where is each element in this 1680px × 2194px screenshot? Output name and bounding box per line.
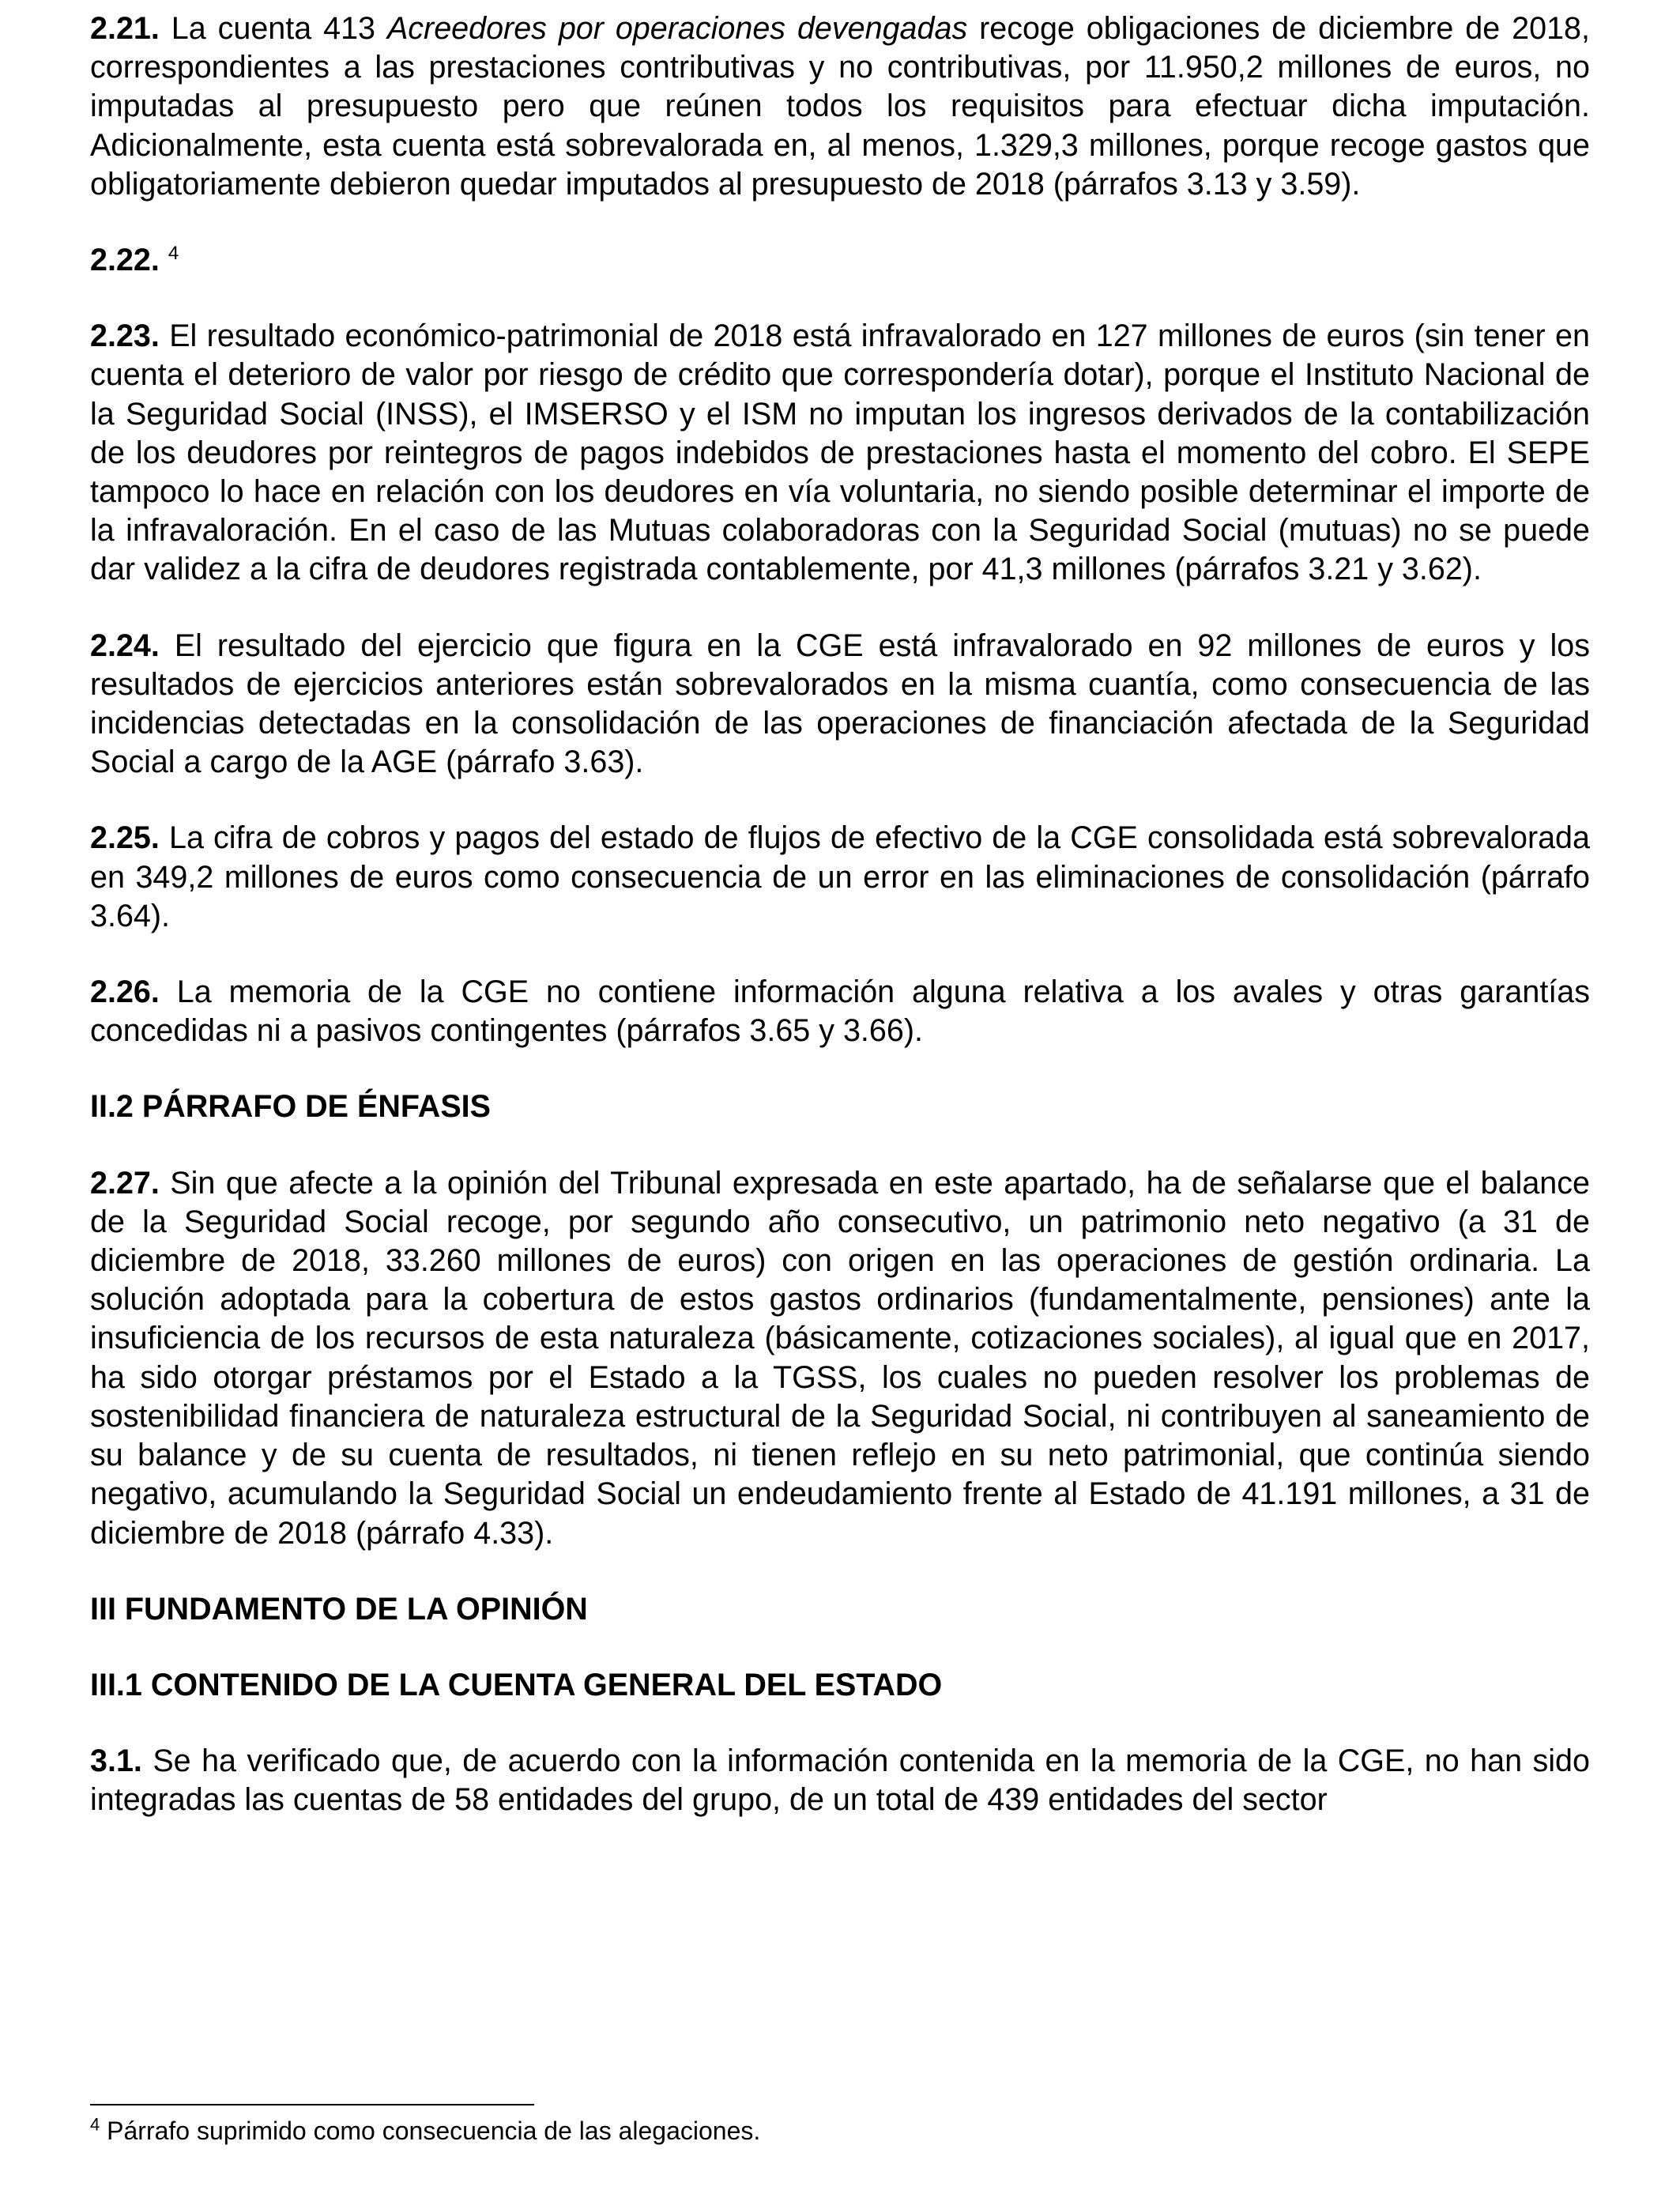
footnote-text: Párrafo suprimido como consecuencia de las alegaciones. [100, 2117, 761, 2145]
footnote-separator [90, 2104, 534, 2105]
paragraph-text: recoge obligaciones de diciembre de 2018, correspondientes a las prestaciones contributivas y no contributivas, por 11.950,2 millones de euros, no imputadas al presupuesto pero que reúnen todos los requisitos para efectuar dicha imputación. Adicionalmente, esta cuenta está sobrevalorada en, al menos, 1.329,3 millones, porque recoge gastos que obligatoriamente debieron quedar imputados al presupuesto de 2018 (párrafos 3.13 y 3.59). [90, 11, 1590, 202]
document-page [90, 9, 1590, 1857]
paragraph-text: La memoria de la CGE no contiene información alguna relativa a los avales y otras garantías concedidas ni a pasivos contingentes (párrafos 3.65 y 3.66). [90, 974, 1590, 1049]
paragraph-text: La cifra de cobros y pagos del estado de flujos de efectivo de la CGE consolidada está sobrevalorada en 349,2 millones de euros como consecuencia de un error en las eliminaciones de consolidación (párrafo 3.64). [90, 820, 1590, 933]
paragraph-text: Sin que afecte a la opinión del Tribunal expresada en este apartado, ha de señalarse que el balance de la Seguridad Social recoge, por segundo año consecutivo, un patrimonio neto negativo (a 31 de diciembre de 2018, 33.260 millones de euros) con origen en las operaciones de gestión ordinaria. La solución adoptada para la cobertura de estos gastos ordinarios (fundamentalmente, pensiones) ante la insuficiencia de los recursos de esta naturaleza (básicamente, cotizaciones sociales), al igual que en 2017, ha sido otorgar préstamos por el Estado a la TGSS, los cuales no pueden resolver los problemas de sostenibilidad financiera de naturaleza estructural de la Seguridad Social, ni contribuyen al saneamiento de su balance y de su cuenta de resultados, ni tienen reflejo en su neto patrimonial, que continúa siendo negativo, acumulando la Seguridad Social un endeudamiento frente al Estado de 41.191 millones, a 31 de diciembre de 2018 (párrafo 4.33). [90, 1165, 1590, 1551]
account-name: Acreedores por operaciones devengadas [386, 11, 968, 46]
paragraph-number: 2.23. [90, 319, 160, 354]
paragraph-2-25 [90, 819, 1590, 936]
paragraph-number: 2.27. [90, 1165, 160, 1201]
section-heading-contenido: III.1 CONTENIDO DE LA CUENTA GENERAL DEL ESTADO [90, 1667, 943, 1702]
paragraph-text: El resultado económico-patrimonial de 2018 está infravalorado en 127 millones de euros (sin tener en cuenta el deterioro de valor por riesgo de crédito que correspondería dotar), porque el Instituto Nacional de la Seguridad Social (INSS), el IMSERSO y el ISM no imputan los ingresos derivados de la contabilización de los deudores por reintegros de pagos indebidos de prestaciones hasta el momento del cobro. El SEPE tampoco lo hace en relación con los deudores en vía voluntaria, no siendo posible determinar el importe de la infravaloración. En el caso de las Mutuas colaboradoras con la Seguridad Social (mutuas) no se puede dar validez a la cifra de deudores registrada contablemente, por 41,3 millones (párrafos 3.21 y 3.62). [90, 319, 1590, 587]
paragraph-number: 3.1. [90, 1744, 142, 1779]
footnote-mark: 4 [90, 2114, 100, 2135]
paragraph-text: El resultado del ejercicio que figura en la CGE está infravalorado en 92 millones de euros y los resultados de ejercicios anteriores están sobrevalorados en la misma cuantía, como consecuencia de las incidencias detectadas en la consolidación de las operaciones de financiación afectada de la Seguridad Social a cargo de la AGE (párrafo 3.63). [90, 628, 1590, 780]
paragraph-number: 2.26. [90, 974, 160, 1010]
paragraph-number: 2.21. [90, 11, 160, 46]
paragraph-3-1 [90, 1742, 1590, 1819]
footnote-area [90, 2104, 1590, 2148]
paragraph-2-24 [90, 627, 1590, 782]
section-heading-fundamento: III FUNDAMENTO DE LA OPINIÓN [90, 1591, 588, 1627]
paragraph-number: 2.22. [90, 243, 160, 278]
paragraph-number: 2.25. [90, 820, 160, 856]
section-heading-enfasis: II.2 PÁRRAFO DE ÉNFASIS [90, 1089, 492, 1125]
paragraph-number: 2.24. [90, 628, 160, 663]
paragraph-2-27 [90, 1164, 1590, 1553]
paragraph-2-23 [90, 317, 1590, 589]
paragraph-2-21 [90, 9, 1590, 204]
footnote-4 [90, 2113, 1590, 2148]
paragraph-2-26 [90, 973, 1590, 1050]
footnote-reference[interactable]: 4 [168, 242, 179, 264]
paragraph-2-22 [90, 241, 1590, 280]
paragraph-text: La cuenta 413 [159, 11, 387, 46]
paragraph-text: Se ha verificado que, de acuerdo con la información contenida en la memoria de la CGE, no han sido integradas las cuentas de 58 entidades del grupo, de un total de 439 entidades del sector [90, 1744, 1590, 1818]
